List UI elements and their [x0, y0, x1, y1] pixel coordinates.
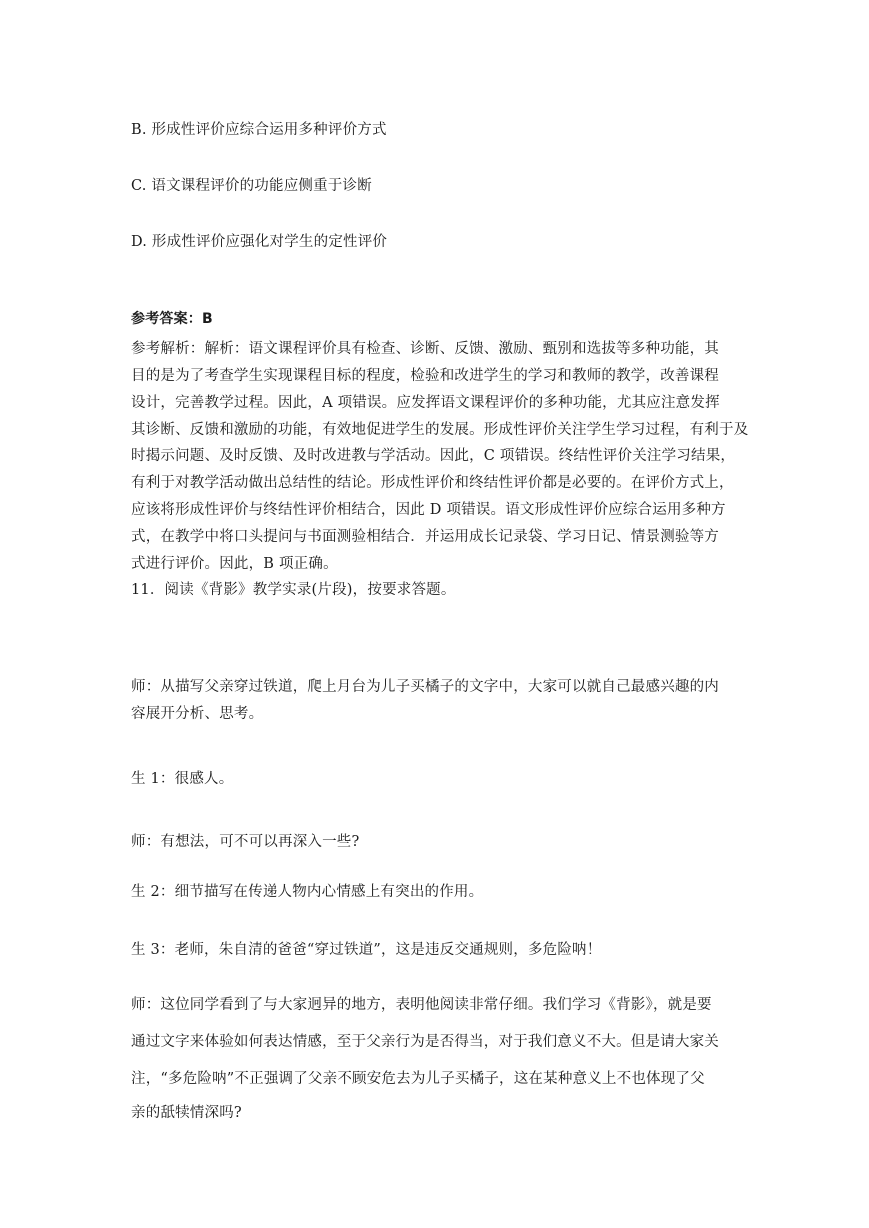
teacher-remark-2: 师：有想法，可不可以再深入一些?: [131, 834, 360, 850]
student-remark-2: 生 2：细节描写在传递人物内心情感上有突出的作用。: [131, 884, 484, 900]
dialogue-line: 注，“多危险呐”不正强调了父亲不顾安危去为儿子买橘子，这在某种意义上不也体现了父: [131, 1071, 705, 1087]
dialogue-line: 容展开分析、思考。: [131, 706, 264, 722]
analysis-line: 式进行评价。因此，B 项正确。: [131, 556, 338, 572]
option-d: D. 形成性评价应强化对学生的定性评价: [131, 234, 388, 250]
student-remark-3: 生 3：老师，朱自清的爸爸“穿过铁道”，这是违反交通规则，多危险呐！: [131, 942, 602, 958]
option-b: B. 形成性评价应综合运用多种评价方式: [131, 122, 387, 138]
student-remark-1: 生 1：很感人。: [131, 771, 234, 787]
analysis-line: 有利于对教学活动做出总结性的结论。形成性评价和终结性评价都是必要的。在评价方式上，: [131, 475, 734, 491]
analysis-line: 应该将形成性评价与终结性评价相结合，因此 D 项错误。语文形成性评价应综合运用多种方: [131, 502, 726, 518]
analysis-line: 目的是为了考查学生实现课程目标的程度，检验和改进学生的学习和教师的教学，改善课程: [131, 368, 719, 384]
dialogue-line: 亲的舐犊情深吗?: [131, 1105, 242, 1121]
analysis-line: 式，在教学中将口头提问与书面测验相结合．并运用成长记录袋、学习日记、情景测验等方: [131, 529, 719, 545]
dialogue-line: 通过文字来体验如何表达情感，至于父亲行为是否得当，对于我们意义不大。但是请大家关: [131, 1034, 719, 1050]
analysis-line: 时揭示问题、及时反馈、及时改进教与学活动。因此，C 项错误。终结性评价关注学习结果，: [131, 448, 736, 464]
question-stem: 11．阅读《背影》教学实录(片段)，按要求答题。: [131, 582, 456, 598]
dialogue-line: 师：从描写父亲穿过铁道，爬上月台为儿子买橘子的文字中，大家可以就自己最感兴趣的内: [131, 679, 719, 695]
analysis-line: 参考解析：解析：语文课程评价具有检查、诊断、反馈、激励、甄别和选拔等多种功能，其: [131, 341, 719, 357]
analysis-line: 设计，完善教学过程。因此，A 项错误。应发挥语文课程评价的多种功能，尤其应注意发挥: [131, 395, 720, 411]
option-c: C. 语文课程评价的功能应侧重于诊断: [131, 178, 372, 194]
analysis-line: 其诊断、反馈和激励的功能，有效地促进学生的发展。形成性评价关注学生学习过程，有利于及: [131, 422, 749, 438]
dialogue-line: 师：这位同学看到了与大家迥异的地方，表明他阅读非常仔细。我们学习《背影》，就是要: [131, 997, 712, 1013]
answer-label: 参考答案：B: [131, 311, 213, 327]
